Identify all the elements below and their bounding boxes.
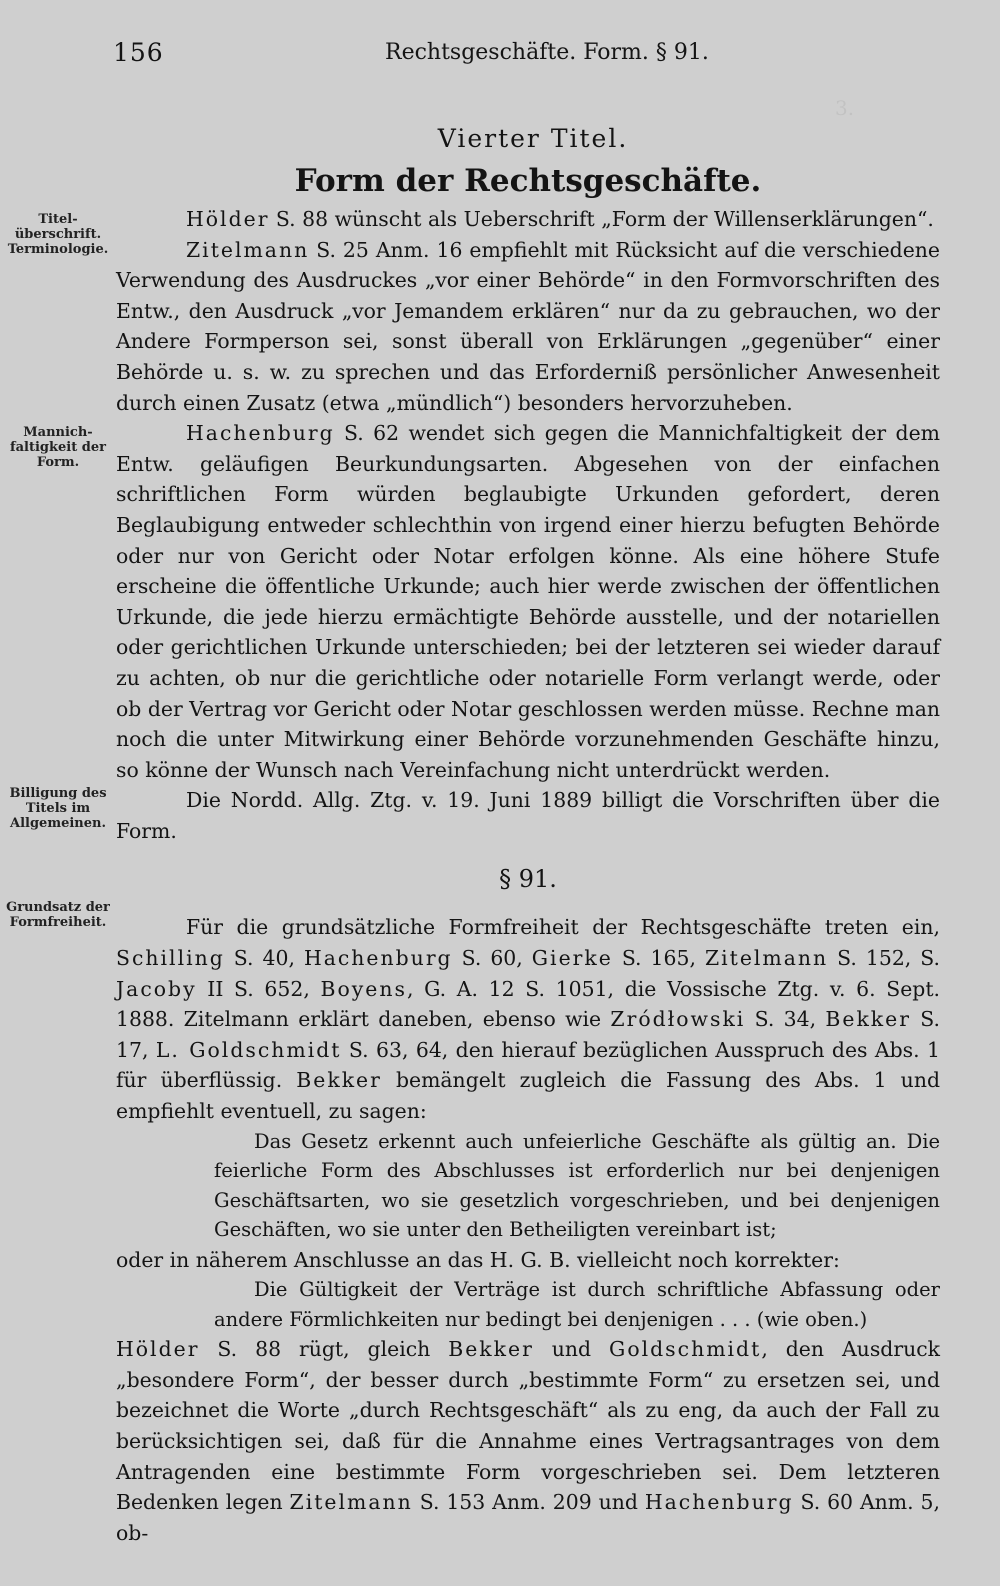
author-name: Zitelmann <box>704 946 829 971</box>
author-name: Hachenburg <box>644 1490 794 1515</box>
author-name: Bekker <box>825 1007 911 1032</box>
author-name: Schilling <box>116 946 225 971</box>
section-heading: § 91. <box>499 865 557 894</box>
author-name: Bekker <box>448 1337 534 1362</box>
paragraph-hoelder-ruegt: Hölder S. 88 rügt, gleich Bekker und Goldschmidt, den Ausdruck „besondere Form“, der besser durch „bestimmte Form“ zu ersetzen sei, und bezeichnet die Worte „durch Rechtsgeschäft“ als zu eng, da auch der Fall zu berücksichtigen sei, daß für die Annahme eines Vertragsantrages von dem Antragenden eine bestimmte Form vorgeschrieben sei. Dem letzteren Bedenken legen Zitelmann S. 153 Anm. 209 und Hachenburg S. 60 Anm. 5, ob- <box>116 1337 940 1545</box>
paragraph-zitelmann: Zitelmann S. 25 Anm. 16 empfiehlt mit Rücksicht auf die verschiedene Verwendung des Ausdruckes „vor einer Behörde“ in den Formvorschriften des Entw., den Ausdruck „vor Jemandem erklären“ nur da zu gebrauchen, wo der Andere Formperson sei, sonst überall von Erklärungen „gegenüber“ einer Behörde u. s. w. zu sprechen und das Erforderniß persönlicher Anwesenheit durch einen Zusatz (etwa „mündlich“) besonders hervorzuheben. <box>116 237 940 415</box>
author-name: Zródłowski <box>610 1007 746 1032</box>
author-name: Bekker <box>296 1068 382 1093</box>
author-name: Hachenburg <box>303 946 453 971</box>
margin-note-mannichfaltigkeit: Mannich- faltigkeit der Form. <box>10 425 106 470</box>
author-name: Zitelmann <box>289 1490 413 1515</box>
running-head: Rechtsgeschäfte. Form. § 91. <box>385 40 709 65</box>
paragraph-formfreiheit: Für die grundsätzliche Formfreiheit der Rechtsgeschäfte treten ein, Schilling S. 40, Hachenburg S. 60, Gierke S. 165, Zitelmann S. 152, S. Jacoby II S. 652, Boyens, G. A. 12 S. 1051, die Vossische Ztg. v. 6. Sept. 1888. Zitelmann erklärt daneben, ebenso wie Zródłowski S. 34, Bekker S. 17, L. Goldschmidt S. 63, 64, den hierauf bezüglichen Ausspruch des Abs. 1 für überflüssig. Bekker bemängelt zugleich die Fassung des Abs. 1 und empfiehlt eventuell, zu sagen: <box>116 915 941 1124</box>
paragraph-hachenburg: Hachenburg S. 62 wendet sich gegen die Mannichfaltigkeit der dem Entw. geläufigen Beurkundungsarten. Abgesehen von der einfachen schriftlichen Form würden beglaubigte Urkunden gefordert, deren Beglaubigung entweder schlechthin von irgend einer hierzu befugten Behörde oder nur von Gericht oder Notar erfolgen könne. Als eine höhere Stufe erscheine die öffentliche Urkunde; auch hier werde zwischen der öffentlichen Urkunde, die jede hierzu ermächtigte Behörde ausstelle, und der notariellen oder gerichtlichen Urkunde unterschieden; bei der letzteren sei wieder darauf zu achten, ob nur die gerichtliche oder notarielle Form verlangt werde, oder ob der Vertrag vor Gericht oder Notar geschlossen werden müsse. Rechne man noch die unter Mitwirkung einer Behörde vorzunehmenden Geschäfte hinzu, so könne der Wunsch nach Vereinfachung nicht unterdrückt werden. <box>116 421 940 782</box>
author-name: Goldschmidt <box>609 1337 762 1362</box>
margin-note-titel: Titel- überschrift. Terminologie. <box>7 212 109 257</box>
author-name: Zitelmann <box>186 237 310 262</box>
paragraph-hgb: oder in näherem Anschlusse an das H. G. B. vielleicht noch korrekter: <box>116 1247 840 1272</box>
page-number: 156 <box>113 38 164 67</box>
margin-note-billigung: Billigung des Titels im Allgemeinen. <box>9 786 107 831</box>
author-name: Hölder <box>186 207 270 231</box>
page-header <box>0 38 1000 78</box>
author-name: Hachenburg <box>186 421 335 446</box>
chapter-title: Form der Rechtsgeschäfte. <box>294 163 762 199</box>
paragraph-norddeutsche: Die Nordd. Allg. Ztg. v. 19. Juni 1889 billigt die Vorschriften über die Form. <box>116 788 940 843</box>
block-quote-hgb: Die Gültigkeit der Verträge ist durch schriftliche Abfassung oder andere Förmlichkeiten nur bedingt bei denjenigen . . . (wie oben.) <box>214 1278 940 1331</box>
margin-note-grundsatz: Grundsatz der Formfreiheit. <box>6 900 110 930</box>
chapter-subtitle: Vierter Titel. <box>437 124 629 153</box>
paragraph-hoelder: Hölder S. 88 wünscht als Ueberschrift „Form der Willenserklärungen“. <box>186 207 934 231</box>
author-name: Hölder <box>116 1337 200 1362</box>
author-name: Gierke <box>531 946 613 971</box>
bleed-through-text: 3. <box>835 96 855 120</box>
block-quote-bekker: Das Gesetz erkennt auch unfeierliche Geschäfte als gültig an. Die feierliche Form des Abschlusses ist erforderlich nur bei denjenigen Geschäftsarten, wo sie gesetzlich vorgeschrieben, und bei denjenigen Geschäften, wo sie unter den Betheiligten vereinbart ist; <box>214 1129 940 1242</box>
author-name: Boyens <box>320 976 407 1001</box>
author-name: L. Goldschmidt <box>155 1037 342 1062</box>
author-name: Jacoby <box>116 976 197 1001</box>
main-text-column <box>116 120 940 1548</box>
